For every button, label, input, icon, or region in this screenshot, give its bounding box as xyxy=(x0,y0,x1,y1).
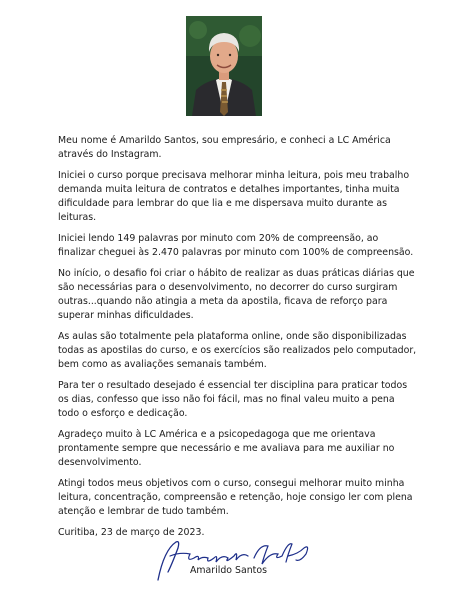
paragraph-results: Iniciei lendo 149 palavras por minuto com 20% de compreensão, ao finalizar cheguei às 2.470 palavras por minuto com 100% de compreensão. xyxy=(58,233,414,258)
paragraph-objectives: Atingi todos meus objetivos com o curso, consegui melhorar muito minha leitura, concentração, compreensão e retenção, hoje consigo ler com plena atenção e lembrar de tudo também. xyxy=(58,478,413,517)
author-photo xyxy=(186,16,262,116)
paragraph-motivation: Iniciei o curso porque precisava melhorar minha leitura, pois meu trabalho demanda muita leitura de contratos e detalhes importantes, tinha muita dificuldade para lembrar do que lia e me dispersava muito durante as leituras. xyxy=(58,170,410,223)
signature-name: Amarildo Santos xyxy=(190,565,267,576)
paragraph-intro: Meu nome é Amarildo Santos, sou empresário, e conheci a LC América através do Instagram. xyxy=(58,135,391,160)
letter-body xyxy=(58,134,418,547)
paragraph-discipline: Para ter o resultado desejado é essencial ter disciplina para praticar todos os dias, confesso que isso não foi fácil, mas no final valeu muito a pena todo o esforço e dedicação. xyxy=(58,380,408,419)
paragraph-thanks: Agradeço muito à LC América e a psicopedagoga que me orientava prontamente sempre que necessário e me avaliava para me auxiliar no desenvolvimento. xyxy=(58,429,395,468)
paragraph-challenge: No início, o desafio foi criar o hábito de realizar as duas práticas diárias que são necessárias para o desenvolvimento, no decorrer do curso surgiram outras...quando não atingia a meta da apostila, ficava de reforço para superar minhas dificuldades. xyxy=(58,268,415,321)
paragraph-classes: As aulas são totalmente pela plataforma online, onde são disponibilizadas todas as apostilas do curso, e os exercícios são realizados pelo computador, bem como as avaliações semanais também. xyxy=(58,331,417,370)
handwritten-signature xyxy=(150,530,320,586)
date-line: Curitiba, 23 de março de 2023. xyxy=(58,527,205,538)
